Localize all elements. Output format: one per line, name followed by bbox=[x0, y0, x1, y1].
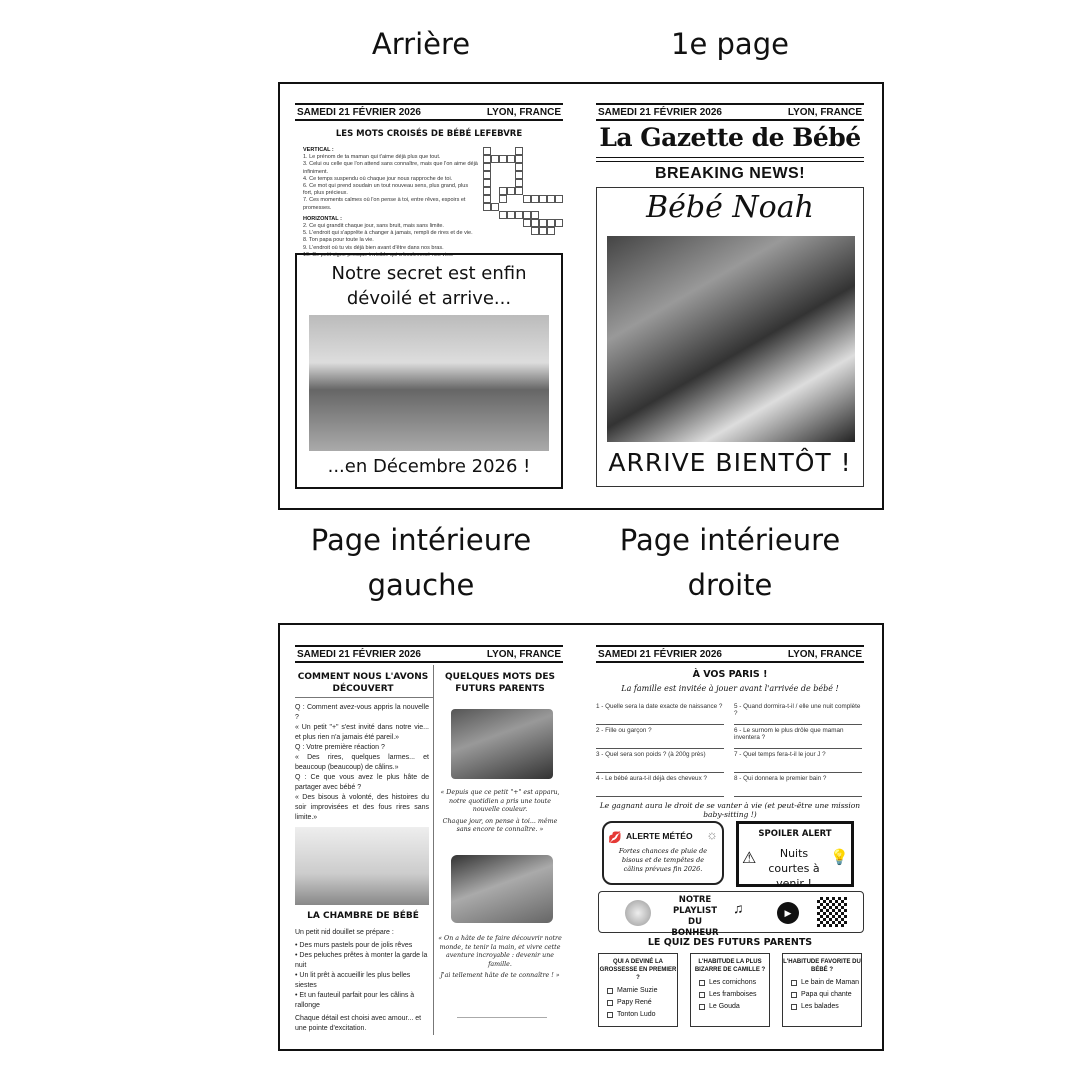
crossword-cell bbox=[515, 147, 523, 155]
horizontal-label: HORIZONTAL : bbox=[303, 215, 342, 222]
sun-icon: ☼ bbox=[706, 827, 718, 842]
crossword-cell bbox=[483, 163, 491, 171]
room-item: • Et un fauteuil parfait pour les câlins à rallonge bbox=[295, 992, 415, 1009]
music-notes-icon: ♫ bbox=[733, 900, 744, 916]
crossword-cell bbox=[483, 179, 491, 187]
clue: 6. Ce mot qui prend soudain un tout nouveau sens, plus grand, plus fort, plus précieux. bbox=[303, 183, 469, 197]
checkbox[interactable] bbox=[607, 1000, 613, 1006]
option-label: Les cornichons bbox=[709, 979, 757, 986]
quiz-question: QUI A DEVINÉ LA GROSSESSE EN PREMIER ? bbox=[599, 959, 677, 981]
quiz-option[interactable] bbox=[791, 979, 861, 986]
clue: 4. Ce temps suspendu où chaque jour nous rapproche de toi. bbox=[303, 175, 453, 182]
checkbox[interactable] bbox=[607, 988, 613, 994]
quote-father bbox=[437, 789, 563, 835]
quiz-option[interactable] bbox=[699, 979, 769, 986]
quiz-question: L'HABITUDE LA PLUS BIZARRE DE CAMILLE ? bbox=[694, 959, 766, 973]
secret-bottom: ...en Décembre 2026 ! bbox=[327, 456, 531, 477]
quiz-option[interactable] bbox=[791, 1003, 861, 1010]
crossword-title: LES MOTS CROISÉS DE BÉBÉ LEFEBVRE bbox=[335, 129, 523, 139]
clue: 1. Le prénom de ta maman qui t'aime déjà plus que tout. bbox=[303, 154, 441, 161]
label-inner-right bbox=[580, 518, 880, 608]
inner-left-page bbox=[295, 645, 563, 1040]
crossword-grid bbox=[483, 147, 563, 247]
clue: 10. Ce petit signe presque invisible qui a bouleversé nos vies. bbox=[303, 251, 454, 258]
crossword-cell bbox=[499, 187, 507, 195]
questions-left bbox=[596, 701, 724, 797]
option-label: Tonton Ludo bbox=[617, 1011, 656, 1018]
story-a: « Des bisous à volonté, des histoires du soir improvisées et des fous rires sans limite.» bbox=[295, 794, 429, 821]
header-date: SAMEDI 21 FÉVRIER 2026 bbox=[598, 648, 722, 660]
crossword-cell bbox=[531, 211, 539, 219]
story-q: Q : Votre première réaction ? bbox=[295, 744, 385, 751]
bet-question[interactable]: 5 - Quand dormira-t-il / elle une nuit complète ? bbox=[734, 701, 862, 725]
quote-mother bbox=[437, 935, 563, 981]
clue: 8. Ton papa pour toute la vie. bbox=[303, 237, 374, 244]
bet-question[interactable]: 3 - Quel sera son poids ? (à 200g près) bbox=[596, 749, 724, 773]
page-header bbox=[295, 645, 563, 663]
vertical-label: VERTICAL : bbox=[303, 147, 334, 153]
bet-question[interactable]: 2 - Fille ou garçon ? bbox=[596, 725, 724, 749]
quiz-option[interactable] bbox=[607, 987, 677, 994]
quote-line: J'ai tellement hâte de te connaître ! » bbox=[440, 972, 560, 979]
story-a: « Des rires, quelques larmes... et beaucoup (beaucoup) de câlins.» bbox=[295, 754, 429, 771]
secret-line: dévoilé et arrive... bbox=[346, 288, 512, 309]
label-front: 1e page bbox=[671, 27, 789, 61]
front-box bbox=[596, 187, 864, 487]
inner-right-page bbox=[596, 645, 864, 1040]
option-label: Mamie Suzie bbox=[617, 987, 658, 994]
masthead-rule bbox=[596, 157, 864, 162]
questions-right bbox=[734, 701, 862, 797]
crossword-cell bbox=[499, 211, 507, 219]
story-a: « Un petit "+" s'est invité dans notre vie... et plus rien n'a jamais été pareil.» bbox=[295, 724, 429, 741]
back-page bbox=[295, 103, 563, 498]
room-intro: Un petit nid douillet se prépare : bbox=[295, 929, 394, 936]
page-header bbox=[596, 103, 864, 121]
crossword-cell bbox=[547, 219, 555, 227]
crossword-cell bbox=[515, 187, 523, 195]
crossword-cell bbox=[491, 203, 499, 211]
page-header bbox=[295, 103, 563, 121]
header-date: SAMEDI 21 FÉVRIER 2026 bbox=[297, 106, 421, 118]
label-line: Page intérieure bbox=[619, 523, 841, 557]
bet-question[interactable]: 7 - Quel temps fera-t-il le jour J ? bbox=[734, 749, 862, 773]
crossword-cell bbox=[523, 195, 531, 203]
bet-question[interactable]: 1 - Quelle sera la date exacte de naissance ? bbox=[596, 701, 724, 725]
lips-icon: 💋 bbox=[608, 832, 622, 844]
crossword-cell bbox=[483, 187, 491, 195]
ultrasound-photo bbox=[607, 236, 855, 442]
story-text bbox=[295, 703, 429, 823]
checkbox[interactable] bbox=[791, 980, 797, 986]
option-label: Le bain de Maman bbox=[801, 979, 859, 986]
checkbox[interactable] bbox=[699, 992, 705, 998]
crossword-cell bbox=[523, 219, 531, 227]
room-item: • Des murs pastels pour de jolis rêves bbox=[295, 942, 413, 949]
quiz bbox=[598, 953, 864, 1029]
story-q: Q : Ce que vous avez le plus hâte de partager avec bébé ? bbox=[295, 774, 429, 791]
label-line: gauche bbox=[367, 568, 475, 602]
heart-divider bbox=[457, 1017, 547, 1018]
crossword-cell bbox=[483, 171, 491, 179]
masthead: La Gazette de Bébé bbox=[599, 123, 861, 152]
disco-ball-icon bbox=[625, 900, 651, 926]
crossword-cell bbox=[539, 195, 547, 203]
crossword-cell bbox=[515, 155, 523, 163]
crossword-cell bbox=[515, 171, 523, 179]
crossword-cell bbox=[507, 211, 515, 219]
crossword-cell bbox=[499, 155, 507, 163]
bets-title: À VOS PARIS ! bbox=[692, 669, 768, 680]
option-label: Papa qui chante bbox=[801, 991, 852, 998]
weather-box bbox=[602, 821, 724, 885]
crossword-cell bbox=[531, 227, 539, 235]
playlist-title: NOTRE PLAYLIST DU BONHEUR bbox=[671, 895, 719, 938]
quiz-option[interactable] bbox=[699, 991, 769, 998]
story-q: Q : Comment avez-vous appris la nouvelle ? bbox=[295, 704, 429, 721]
spoiler-title: SPOILER ALERT bbox=[758, 829, 832, 839]
clue: 9. L'endroit où tu vis déjà bien avant d'être dans nos bras. bbox=[303, 244, 444, 251]
page-header bbox=[596, 645, 864, 663]
crossword-cell bbox=[515, 211, 523, 219]
clue: 3. Celui ou celle que l'on attend sans connaître, mais que l'on aime déjà infiniment. bbox=[303, 161, 478, 175]
crossword-cell bbox=[531, 195, 539, 203]
crossword-cell bbox=[507, 155, 515, 163]
option-label: Les balades bbox=[801, 1003, 839, 1010]
crossword-cell bbox=[539, 227, 547, 235]
crossword-cell bbox=[555, 219, 563, 227]
spoiler-box bbox=[736, 821, 854, 890]
spoiler-text: Nuits courtes à venir ! bbox=[768, 847, 820, 890]
header-place: LYON, FRANCE bbox=[787, 648, 862, 660]
crossword-cell bbox=[523, 211, 531, 219]
secret-box bbox=[295, 253, 563, 489]
nursery-photo bbox=[295, 827, 429, 905]
front-page bbox=[596, 103, 864, 493]
crossword-cell bbox=[507, 187, 515, 195]
label-line: Page intérieure bbox=[310, 523, 532, 557]
weather-text: Fortes chances de pluie de bisous et de tempêtes de câlins prévues fin 2026. bbox=[618, 847, 708, 873]
rule bbox=[295, 697, 433, 698]
label-back: Arrière bbox=[371, 27, 471, 61]
crossword-cell bbox=[547, 195, 555, 203]
header-place: LYON, FRANCE bbox=[787, 106, 862, 118]
checkbox[interactable] bbox=[607, 1012, 613, 1018]
clue: 2. Ce qui grandit chaque jour, sans bruit, mais sans limite. bbox=[303, 223, 444, 230]
room-outro: Chaque détail est choisi avec amour... et une pointe d'excitation. bbox=[295, 1015, 422, 1032]
clue: 5. L'endroit qui s'apprête à changer à jamais, rempli de rires et de vie. bbox=[303, 230, 473, 237]
room-item: • Un lit prêt à accueillir les plus belles siestes bbox=[295, 972, 411, 989]
crossword-cell bbox=[483, 203, 491, 211]
quote-line: « On a hâte de te faire découvrir notre monde, te tenir la main, et vivre cette aventure incroyable : devenir une famille. bbox=[438, 935, 562, 968]
checkbox[interactable] bbox=[791, 992, 797, 998]
crossword-cell bbox=[483, 195, 491, 203]
qr-code-icon[interactable] bbox=[817, 897, 847, 927]
breaking-news: BREAKING NEWS! bbox=[654, 165, 806, 182]
story-title: COMMENT NOUS L'AVONS DÉCOUVERT bbox=[297, 672, 429, 694]
header-place: LYON, FRANCE bbox=[486, 106, 561, 118]
header-date: SAMEDI 21 FÉVRIER 2026 bbox=[297, 648, 421, 660]
crossword-cell bbox=[515, 179, 523, 187]
couple-photo bbox=[309, 315, 549, 451]
bulb-icon: 💡 bbox=[830, 849, 849, 866]
checkbox[interactable] bbox=[699, 980, 705, 986]
baby-name: Bébé Noah bbox=[646, 190, 814, 225]
option-label: Les framboises bbox=[709, 991, 757, 998]
quote-line: Chaque jour, on pense à toi... même sans encore te connaître. » bbox=[442, 817, 558, 833]
room-text bbox=[295, 928, 429, 1034]
winner-text: Le gagnant aura le droit de se vanter à vie (et peut-être une mission baby-sitting !) bbox=[599, 801, 861, 819]
secret-line: Notre secret est enfin bbox=[331, 263, 527, 284]
crossword-cell bbox=[547, 227, 555, 235]
header-place: LYON, FRANCE bbox=[486, 648, 561, 660]
crossword-clues bbox=[303, 147, 479, 259]
bet-question[interactable]: 8 - Qui donnera le premier bain ? bbox=[734, 773, 862, 797]
crossword-cell bbox=[499, 195, 507, 203]
bets-subtitle: La famille est invitée à jouer avant l'arrivée de bébé ! bbox=[621, 684, 839, 693]
crossword-cell bbox=[483, 147, 491, 155]
crossword-cell bbox=[515, 163, 523, 171]
arrive-text: ARRIVE BIENTÔT ! bbox=[608, 448, 852, 477]
bet-question[interactable]: 6 - Le surnom le plus drôle que maman inventera ? bbox=[734, 725, 862, 749]
quiz-box bbox=[782, 953, 862, 1027]
room-title: LA CHAMBRE DE BÉBÉ bbox=[307, 911, 419, 921]
header-date: SAMEDI 21 FÉVRIER 2026 bbox=[598, 106, 722, 118]
checkbox[interactable] bbox=[699, 1004, 705, 1010]
quiz-question: L'HABITUDE FAVORITE DU BÉBÉ ? bbox=[783, 959, 861, 973]
option-label: Papy René bbox=[617, 999, 652, 1006]
column-divider bbox=[433, 665, 434, 1035]
quiz-title: LE QUIZ DES FUTURS PARENTS bbox=[647, 937, 813, 948]
room-item: • Des peluches prêtes à monter la garde la nuit bbox=[295, 952, 428, 969]
crossword-cell bbox=[483, 155, 491, 163]
checkbox[interactable] bbox=[791, 1004, 797, 1010]
mother-photo bbox=[451, 855, 553, 923]
label-inner-left bbox=[271, 518, 571, 608]
weather-title: ALERTE MÉTÉO bbox=[626, 831, 693, 841]
quiz-option[interactable] bbox=[607, 1011, 677, 1018]
warning-icon: ⚠ bbox=[742, 850, 757, 867]
play-icon[interactable]: ▶ bbox=[777, 902, 799, 924]
father-photo bbox=[451, 709, 553, 779]
quiz-box bbox=[690, 953, 770, 1027]
clue: 7. Ces moments calmes où l'on pense à toi, entre rêves, espoirs et promesses. bbox=[303, 197, 466, 211]
label-line: droite bbox=[687, 568, 773, 602]
crossword-cell bbox=[491, 155, 499, 163]
quiz-option[interactable] bbox=[607, 999, 677, 1006]
quote-line: « Depuis que ce petit "+" est apparu, notre quotidien a pris une toute nouvelle couleur. bbox=[440, 789, 560, 813]
crossword-cell bbox=[531, 219, 539, 227]
quiz-option[interactable] bbox=[791, 991, 861, 998]
option-label: Le Gouda bbox=[709, 1003, 740, 1010]
quiz-option[interactable] bbox=[699, 1003, 769, 1010]
crossword-cell bbox=[555, 195, 563, 203]
crossword-cell bbox=[539, 219, 547, 227]
words-title: QUELQUES MOTS DES FUTURS PARENTS bbox=[444, 672, 556, 694]
quiz-box bbox=[598, 953, 678, 1027]
playlist-banner[interactable] bbox=[598, 891, 864, 938]
bet-question[interactable]: 4 - Le bébé aura-t-il déjà des cheveux ? bbox=[596, 773, 724, 797]
